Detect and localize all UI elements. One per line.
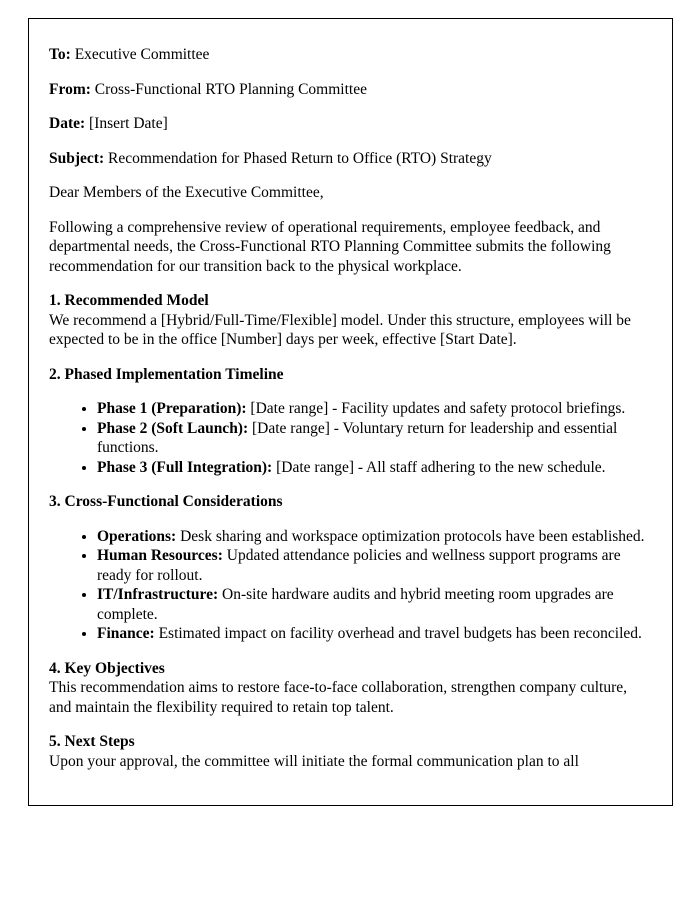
section-next-steps	[49, 732, 650, 771]
salutation: Dear Members of the Executive Committee,	[49, 184, 324, 201]
memo-body	[49, 45, 650, 771]
bullet-label: Phase 2 (Soft Launch):	[97, 419, 249, 437]
bullet-text: [Date range] - Voluntary return for leadership and essential functions.	[97, 419, 618, 456]
considerations-list	[49, 527, 650, 644]
section-heading: 4. Key Objectives	[49, 659, 165, 677]
list-item-phase3	[97, 458, 650, 478]
intro-paragraph: Following a comprehensive review of operational requirements, employee feedback, and departmental needs, the Cross-Functional RTO Planning Committee submits the following recommendation for our transition back to the physical workplace.	[49, 218, 611, 275]
bullet-text: Estimated impact on facility overhead and travel budgets has been reconciled.	[158, 625, 642, 642]
field-subject	[49, 149, 650, 169]
section-body: Upon your approval, the committee will initiate the formal communication plan to all	[49, 752, 579, 770]
section-body: This recommendation aims to restore face-to-face collaboration, strengthen company culture, and maintain the flexibility required to retain top talent.	[49, 679, 628, 716]
field-subject-value: Recommendation for Phased Return to Office (RTO) Strategy	[107, 149, 492, 167]
bullet-label: Phase 1 (Preparation):	[97, 400, 247, 417]
section-heading: 3. Cross-Functional Considerations	[49, 493, 283, 510]
field-date-label: Date:	[49, 115, 86, 132]
field-date-value: [Insert Date]	[89, 115, 168, 132]
section-heading: 2. Phased Implementation Timeline	[49, 365, 284, 383]
bullet-label: Phase 3 (Full Integration):	[97, 458, 273, 476]
field-to-label: To:	[49, 46, 71, 63]
section-heading: 5. Next Steps	[49, 733, 135, 750]
bullet-label: Finance:	[97, 625, 155, 642]
list-item-it-infrastructure	[97, 585, 650, 624]
field-subject-label: Subject:	[49, 149, 105, 167]
section-recommended-model	[49, 291, 650, 350]
field-to	[49, 45, 650, 65]
section-body: We recommend a [Hybrid/Full-Time/Flexible] model. Under this structure, employees will be expected to be in the office [Number] days per week, effective [Start Date].	[49, 311, 631, 348]
section-cross-functional	[49, 492, 650, 644]
bullet-label: IT/Infrastructure:	[97, 586, 219, 603]
list-item-phase1	[97, 399, 650, 419]
list-item-finance	[97, 624, 650, 644]
field-from	[49, 80, 650, 100]
field-to-value: Executive Committee	[74, 46, 210, 63]
list-item-phase2	[97, 419, 650, 458]
bullet-label: Operations:	[97, 527, 177, 545]
bullet-text: Desk sharing and workspace optimization protocols have been established.	[180, 527, 645, 545]
bullet-label: Human Resources:	[97, 547, 223, 564]
section-heading: 1. Recommended Model	[49, 292, 209, 309]
field-from-value: Cross-Functional RTO Planning Committee	[94, 80, 367, 98]
field-from-label: From:	[49, 80, 91, 98]
bullet-text: On-site hardware audits and hybrid meeting room upgrades are complete.	[97, 586, 614, 623]
bullet-text: [Date range] - Facility updates and safety protocol briefings.	[250, 400, 626, 417]
memo-page	[28, 18, 673, 806]
bullet-text: Updated attendance policies and wellness support programs are ready for rollout.	[97, 547, 621, 584]
field-date	[49, 114, 650, 134]
section-key-objectives	[49, 659, 650, 718]
list-item-operations	[97, 527, 650, 547]
phase-list	[49, 399, 650, 477]
bullet-text: [Date range] - All staff adhering to the new schedule.	[276, 458, 606, 476]
section-phased-timeline	[49, 365, 650, 478]
list-item-human-resources	[97, 546, 650, 585]
